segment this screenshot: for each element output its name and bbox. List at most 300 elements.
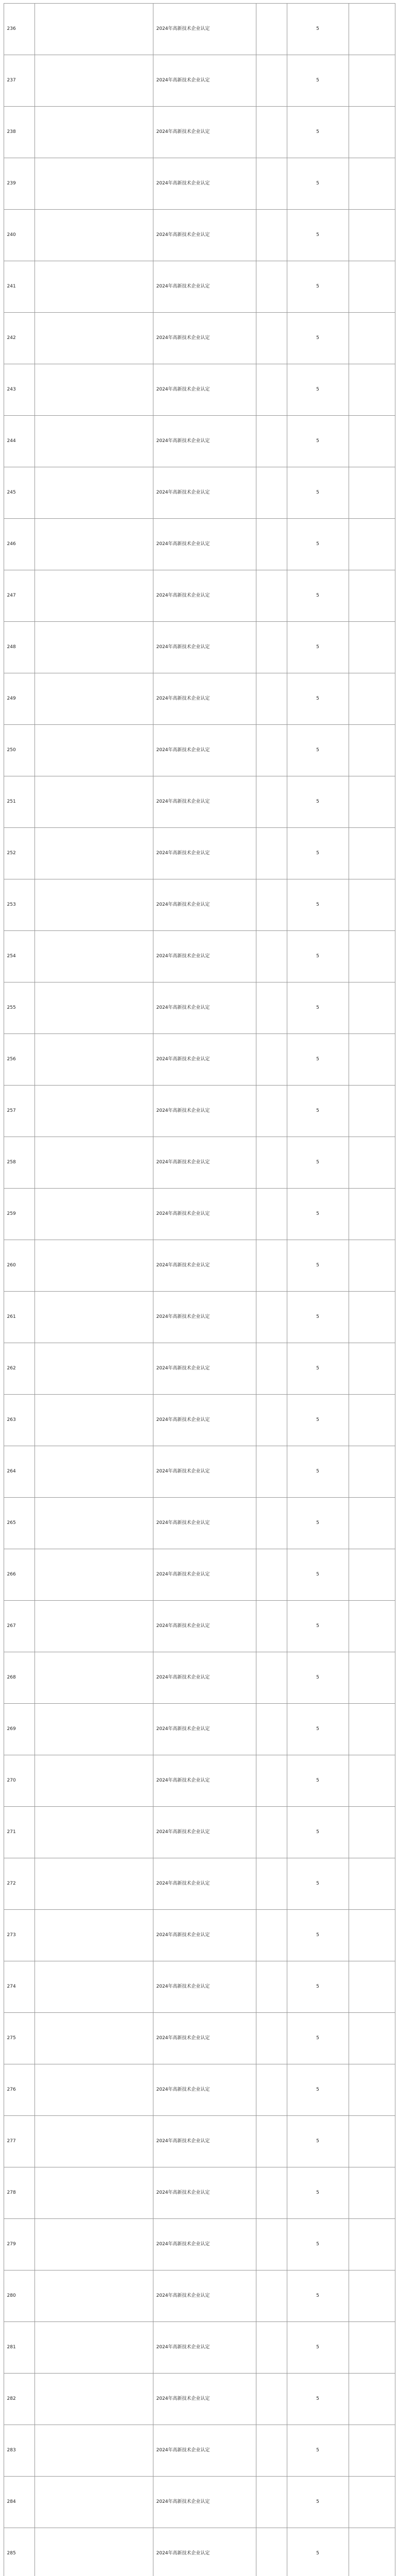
certification-type-cell: 2024年高新技术企业认定 (153, 2528, 256, 2576)
empty-cell (256, 1292, 287, 1343)
row-number-cell: 261 (4, 1292, 34, 1343)
certification-type-cell: 2024年高新技术企业认定 (153, 2374, 256, 2425)
score-cell: 5 (287, 1601, 349, 1652)
empty-cell (256, 828, 287, 879)
row-number-cell: 271 (4, 1807, 34, 1858)
certification-type-cell: 2024年高新技术企业认定 (153, 776, 256, 828)
empty-cell (256, 2322, 287, 2374)
empty-cell (256, 1910, 287, 1961)
company-name-cell (34, 2322, 153, 2374)
table-row (4, 2528, 395, 2576)
row-number-cell: 282 (4, 2374, 34, 2425)
empty-cell (349, 210, 395, 261)
table-row (4, 1601, 395, 1652)
company-name-cell (34, 313, 153, 364)
row-number-cell: 284 (4, 2477, 34, 2528)
empty-cell (349, 313, 395, 364)
table-row (4, 1240, 395, 1292)
empty-cell (349, 107, 395, 158)
row-number-cell: 256 (4, 1034, 34, 1086)
empty-cell (349, 416, 395, 467)
row-number-cell: 273 (4, 1910, 34, 1961)
row-number-cell: 281 (4, 2322, 34, 2374)
score-cell: 5 (287, 776, 349, 828)
table-row (4, 1652, 395, 1704)
empty-cell (256, 879, 287, 931)
certification-type-cell: 2024年高新技术企业认定 (153, 673, 256, 725)
empty-cell (256, 1704, 287, 1755)
empty-cell (349, 1961, 395, 2013)
certification-type-cell: 2024年高新技术企业认定 (153, 364, 256, 416)
empty-cell (349, 2167, 395, 2219)
empty-cell (256, 1807, 287, 1858)
score-cell: 5 (287, 1343, 349, 1395)
table-row (4, 1292, 395, 1343)
empty-cell (256, 1189, 287, 1240)
certification-type-cell: 2024年高新技术企业认定 (153, 1858, 256, 1910)
company-name-cell (34, 2477, 153, 2528)
table-row (4, 725, 395, 776)
empty-cell (349, 2374, 395, 2425)
company-table (4, 3, 395, 2576)
row-number-cell: 254 (4, 931, 34, 982)
certification-type-cell: 2024年高新技术企业认定 (153, 1961, 256, 2013)
table-row (4, 1343, 395, 1395)
score-cell: 5 (287, 931, 349, 982)
row-number-cell: 245 (4, 467, 34, 519)
company-name-cell (34, 2270, 153, 2322)
row-number-cell: 240 (4, 210, 34, 261)
empty-cell (256, 2270, 287, 2322)
empty-cell (256, 261, 287, 313)
certification-type-cell: 2024年高新技术企业认定 (153, 570, 256, 622)
certification-type-cell: 2024年高新技术企业认定 (153, 107, 256, 158)
row-number-cell: 251 (4, 776, 34, 828)
score-cell: 5 (287, 1137, 349, 1189)
row-number-cell: 255 (4, 982, 34, 1034)
table-row (4, 2322, 395, 2374)
empty-cell (349, 2322, 395, 2374)
table-row (4, 416, 395, 467)
table-row (4, 2219, 395, 2270)
score-cell: 5 (287, 1549, 349, 1601)
empty-cell (256, 2374, 287, 2425)
row-number-cell: 264 (4, 1446, 34, 1498)
empty-cell (256, 4, 287, 55)
row-number-cell: 244 (4, 416, 34, 467)
table-row (4, 2167, 395, 2219)
score-cell: 5 (287, 261, 349, 313)
table-row (4, 1137, 395, 1189)
empty-cell (349, 673, 395, 725)
row-number-cell: 279 (4, 2219, 34, 2270)
row-number-cell: 242 (4, 313, 34, 364)
company-name-cell (34, 1755, 153, 1807)
score-cell: 5 (287, 1292, 349, 1343)
table-row (4, 467, 395, 519)
row-number-cell: 272 (4, 1858, 34, 1910)
table-row (4, 1395, 395, 1446)
company-name-cell (34, 2528, 153, 2576)
score-cell: 5 (287, 1086, 349, 1137)
table-row (4, 1498, 395, 1549)
table-row (4, 313, 395, 364)
table-row (4, 622, 395, 673)
certification-type-cell: 2024年高新技术企业认定 (153, 1446, 256, 1498)
empty-cell (256, 55, 287, 107)
company-name-cell (34, 2425, 153, 2477)
company-name-cell (34, 982, 153, 1034)
company-name-cell (34, 1961, 153, 2013)
empty-cell (256, 982, 287, 1034)
empty-cell (349, 570, 395, 622)
row-number-cell: 239 (4, 158, 34, 210)
row-number-cell: 277 (4, 2116, 34, 2167)
score-cell: 5 (287, 2013, 349, 2064)
score-cell: 5 (287, 1807, 349, 1858)
empty-cell (256, 210, 287, 261)
certification-type-cell: 2024年高新技术企业认定 (153, 1910, 256, 1961)
empty-cell (256, 1137, 287, 1189)
certification-type-cell: 2024年高新技术企业认定 (153, 1652, 256, 1704)
empty-cell (256, 2064, 287, 2116)
empty-cell (256, 2167, 287, 2219)
company-name-cell (34, 1292, 153, 1343)
empty-cell (256, 467, 287, 519)
empty-cell (349, 519, 395, 570)
empty-cell (349, 1549, 395, 1601)
empty-cell (349, 2477, 395, 2528)
empty-cell (256, 2116, 287, 2167)
empty-cell (256, 107, 287, 158)
empty-cell (349, 1240, 395, 1292)
empty-cell (256, 1601, 287, 1652)
score-cell: 5 (287, 879, 349, 931)
empty-cell (256, 1343, 287, 1395)
empty-cell (256, 1755, 287, 1807)
score-cell: 5 (287, 55, 349, 107)
row-number-cell: 253 (4, 879, 34, 931)
empty-cell (349, 1858, 395, 1910)
row-number-cell: 268 (4, 1652, 34, 1704)
row-number-cell: 276 (4, 2064, 34, 2116)
company-name-cell (34, 519, 153, 570)
empty-cell (349, 1343, 395, 1395)
company-name-cell (34, 673, 153, 725)
score-cell: 5 (287, 1858, 349, 1910)
score-cell: 5 (287, 467, 349, 519)
empty-cell (349, 1137, 395, 1189)
empty-cell (256, 2425, 287, 2477)
score-cell: 5 (287, 2064, 349, 2116)
empty-cell (256, 1034, 287, 1086)
certification-type-cell: 2024年高新技术企业认定 (153, 55, 256, 107)
row-number-cell: 237 (4, 55, 34, 107)
table-row (4, 4, 395, 55)
certification-type-cell: 2024年高新技术企业认定 (153, 519, 256, 570)
company-name-cell (34, 1498, 153, 1549)
table-row (4, 1755, 395, 1807)
empty-cell (349, 1395, 395, 1446)
row-number-cell: 260 (4, 1240, 34, 1292)
certification-type-cell: 2024年高新技术企业认定 (153, 261, 256, 313)
table-row (4, 1704, 395, 1755)
certification-type-cell: 2024年高新技术企业认定 (153, 1343, 256, 1395)
empty-cell (256, 776, 287, 828)
empty-cell (349, 1755, 395, 1807)
empty-cell (256, 2528, 287, 2576)
company-name-cell (34, 364, 153, 416)
empty-cell (349, 1807, 395, 1858)
table-row (4, 1961, 395, 2013)
table-row (4, 2013, 395, 2064)
empty-cell (256, 622, 287, 673)
row-number-cell: 280 (4, 2270, 34, 2322)
company-name-cell (34, 1446, 153, 1498)
certification-type-cell: 2024年高新技术企业认定 (153, 1549, 256, 1601)
row-number-cell: 236 (4, 4, 34, 55)
empty-cell (349, 261, 395, 313)
company-name-cell (34, 2167, 153, 2219)
table-row (4, 158, 395, 210)
certification-type-cell: 2024年高新技术企业认定 (153, 1807, 256, 1858)
row-number-cell: 283 (4, 2425, 34, 2477)
table-row (4, 2425, 395, 2477)
company-name-cell (34, 2374, 153, 2425)
row-number-cell: 275 (4, 2013, 34, 2064)
company-name-cell (34, 261, 153, 313)
score-cell: 5 (287, 622, 349, 673)
certification-type-cell: 2024年高新技术企业认定 (153, 467, 256, 519)
empty-cell (349, 467, 395, 519)
table-row (4, 1858, 395, 1910)
company-name-cell (34, 2013, 153, 2064)
score-cell: 5 (287, 982, 349, 1034)
table-row (4, 1807, 395, 1858)
empty-cell (256, 931, 287, 982)
table-row (4, 2374, 395, 2425)
company-name-cell (34, 1343, 153, 1395)
empty-cell (256, 1961, 287, 2013)
empty-cell (256, 416, 287, 467)
company-name-cell (34, 1240, 153, 1292)
empty-cell (256, 364, 287, 416)
company-name-cell (34, 931, 153, 982)
row-number-cell: 246 (4, 519, 34, 570)
row-number-cell: 248 (4, 622, 34, 673)
row-number-cell: 270 (4, 1755, 34, 1807)
company-name-cell (34, 1910, 153, 1961)
certification-type-cell: 2024年高新技术企业认定 (153, 2270, 256, 2322)
row-number-cell: 238 (4, 107, 34, 158)
empty-cell (256, 1240, 287, 1292)
empty-cell (349, 828, 395, 879)
score-cell: 5 (287, 1910, 349, 1961)
empty-cell (256, 1086, 287, 1137)
certification-type-cell: 2024年高新技术企业认定 (153, 416, 256, 467)
certification-type-cell: 2024年高新技术企业认定 (153, 725, 256, 776)
certification-type-cell: 2024年高新技术企业认定 (153, 2322, 256, 2374)
certification-type-cell: 2024年高新技术企业认定 (153, 622, 256, 673)
empty-cell (256, 1858, 287, 1910)
table-row (4, 261, 395, 313)
score-cell: 5 (287, 364, 349, 416)
table-row (4, 673, 395, 725)
score-cell: 5 (287, 2167, 349, 2219)
score-cell: 5 (287, 2270, 349, 2322)
company-name-cell (34, 776, 153, 828)
table-row (4, 2064, 395, 2116)
score-cell: 5 (287, 1446, 349, 1498)
table-row (4, 1189, 395, 1240)
empty-cell (349, 2219, 395, 2270)
company-name-cell (34, 1137, 153, 1189)
empty-cell (349, 364, 395, 416)
company-name-cell (34, 1395, 153, 1446)
empty-cell (256, 570, 287, 622)
score-cell: 5 (287, 570, 349, 622)
company-name-cell (34, 416, 153, 467)
certification-type-cell: 2024年高新技术企业认定 (153, 2013, 256, 2064)
certification-type-cell: 2024年高新技术企业认定 (153, 1755, 256, 1807)
empty-cell (349, 1601, 395, 1652)
score-cell: 5 (287, 2374, 349, 2425)
empty-cell (349, 931, 395, 982)
certification-type-cell: 2024年高新技术企业认定 (153, 1395, 256, 1446)
table-row (4, 2270, 395, 2322)
empty-cell (349, 622, 395, 673)
company-name-cell (34, 1086, 153, 1137)
company-name-cell (34, 1704, 153, 1755)
table-row (4, 1549, 395, 1601)
table-row (4, 519, 395, 570)
empty-cell (256, 673, 287, 725)
certification-type-cell: 2024年高新技术企业认定 (153, 2219, 256, 2270)
empty-cell (349, 1704, 395, 1755)
empty-cell (349, 1498, 395, 1549)
score-cell: 5 (287, 4, 349, 55)
company-table-container (4, 3, 395, 2576)
score-cell: 5 (287, 313, 349, 364)
company-name-cell (34, 1189, 153, 1240)
certification-type-cell: 2024年高新技术企业认定 (153, 1498, 256, 1549)
table-row (4, 55, 395, 107)
empty-cell (256, 519, 287, 570)
score-cell: 5 (287, 107, 349, 158)
empty-cell (349, 2528, 395, 2576)
table-row (4, 879, 395, 931)
empty-cell (349, 1652, 395, 1704)
company-name-cell (34, 4, 153, 55)
row-number-cell: 269 (4, 1704, 34, 1755)
empty-cell (256, 1498, 287, 1549)
empty-cell (256, 158, 287, 210)
score-cell: 5 (287, 1961, 349, 2013)
company-table-body (4, 4, 395, 2576)
certification-type-cell: 2024年高新技术企业认定 (153, 1704, 256, 1755)
empty-cell (349, 2116, 395, 2167)
empty-cell (349, 1910, 395, 1961)
table-row (4, 2116, 395, 2167)
company-name-cell (34, 1601, 153, 1652)
empty-cell (349, 55, 395, 107)
empty-cell (256, 2219, 287, 2270)
score-cell: 5 (287, 1755, 349, 1807)
empty-cell (256, 313, 287, 364)
empty-cell (256, 1446, 287, 1498)
company-name-cell (34, 210, 153, 261)
empty-cell (256, 2013, 287, 2064)
table-row (4, 1086, 395, 1137)
certification-type-cell: 2024年高新技术企业认定 (153, 2477, 256, 2528)
certification-type-cell: 2024年高新技术企业认定 (153, 879, 256, 931)
certification-type-cell: 2024年高新技术企业认定 (153, 1137, 256, 1189)
table-row (4, 931, 395, 982)
empty-cell (349, 982, 395, 1034)
certification-type-cell: 2024年高新技术企业认定 (153, 1292, 256, 1343)
row-number-cell: 265 (4, 1498, 34, 1549)
row-number-cell: 257 (4, 1086, 34, 1137)
company-name-cell (34, 55, 153, 107)
certification-type-cell: 2024年高新技术企业认定 (153, 2167, 256, 2219)
certification-type-cell: 2024年高新技术企业认定 (153, 1240, 256, 1292)
score-cell: 5 (287, 1240, 349, 1292)
company-name-cell (34, 1034, 153, 1086)
score-cell: 5 (287, 1498, 349, 1549)
empty-cell (256, 725, 287, 776)
company-name-cell (34, 107, 153, 158)
row-number-cell: 252 (4, 828, 34, 879)
empty-cell (349, 1446, 395, 1498)
table-row (4, 1446, 395, 1498)
empty-cell (256, 1652, 287, 1704)
empty-cell (349, 2425, 395, 2477)
certification-type-cell: 2024年高新技术企业认定 (153, 931, 256, 982)
company-name-cell (34, 828, 153, 879)
table-row (4, 1910, 395, 1961)
table-row (4, 2477, 395, 2528)
score-cell: 5 (287, 2528, 349, 2576)
empty-cell (349, 1292, 395, 1343)
company-name-cell (34, 2116, 153, 2167)
empty-cell (349, 725, 395, 776)
score-cell: 5 (287, 2322, 349, 2374)
row-number-cell: 250 (4, 725, 34, 776)
empty-cell (256, 1549, 287, 1601)
score-cell: 5 (287, 210, 349, 261)
empty-cell (349, 2064, 395, 2116)
row-number-cell: 266 (4, 1549, 34, 1601)
certification-type-cell: 2024年高新技术企业认定 (153, 1086, 256, 1137)
certification-type-cell: 2024年高新技术企业认定 (153, 1601, 256, 1652)
row-number-cell: 274 (4, 1961, 34, 2013)
row-number-cell: 278 (4, 2167, 34, 2219)
certification-type-cell: 2024年高新技术企业认定 (153, 2116, 256, 2167)
score-cell: 5 (287, 1034, 349, 1086)
row-number-cell: 243 (4, 364, 34, 416)
empty-cell (256, 1395, 287, 1446)
certification-type-cell: 2024年高新技术企业认定 (153, 313, 256, 364)
company-name-cell (34, 622, 153, 673)
empty-cell (349, 879, 395, 931)
empty-cell (349, 1189, 395, 1240)
certification-type-cell: 2024年高新技术企业认定 (153, 2064, 256, 2116)
company-name-cell (34, 158, 153, 210)
certification-type-cell: 2024年高新技术企业认定 (153, 158, 256, 210)
score-cell: 5 (287, 2425, 349, 2477)
empty-cell (349, 776, 395, 828)
score-cell: 5 (287, 1652, 349, 1704)
